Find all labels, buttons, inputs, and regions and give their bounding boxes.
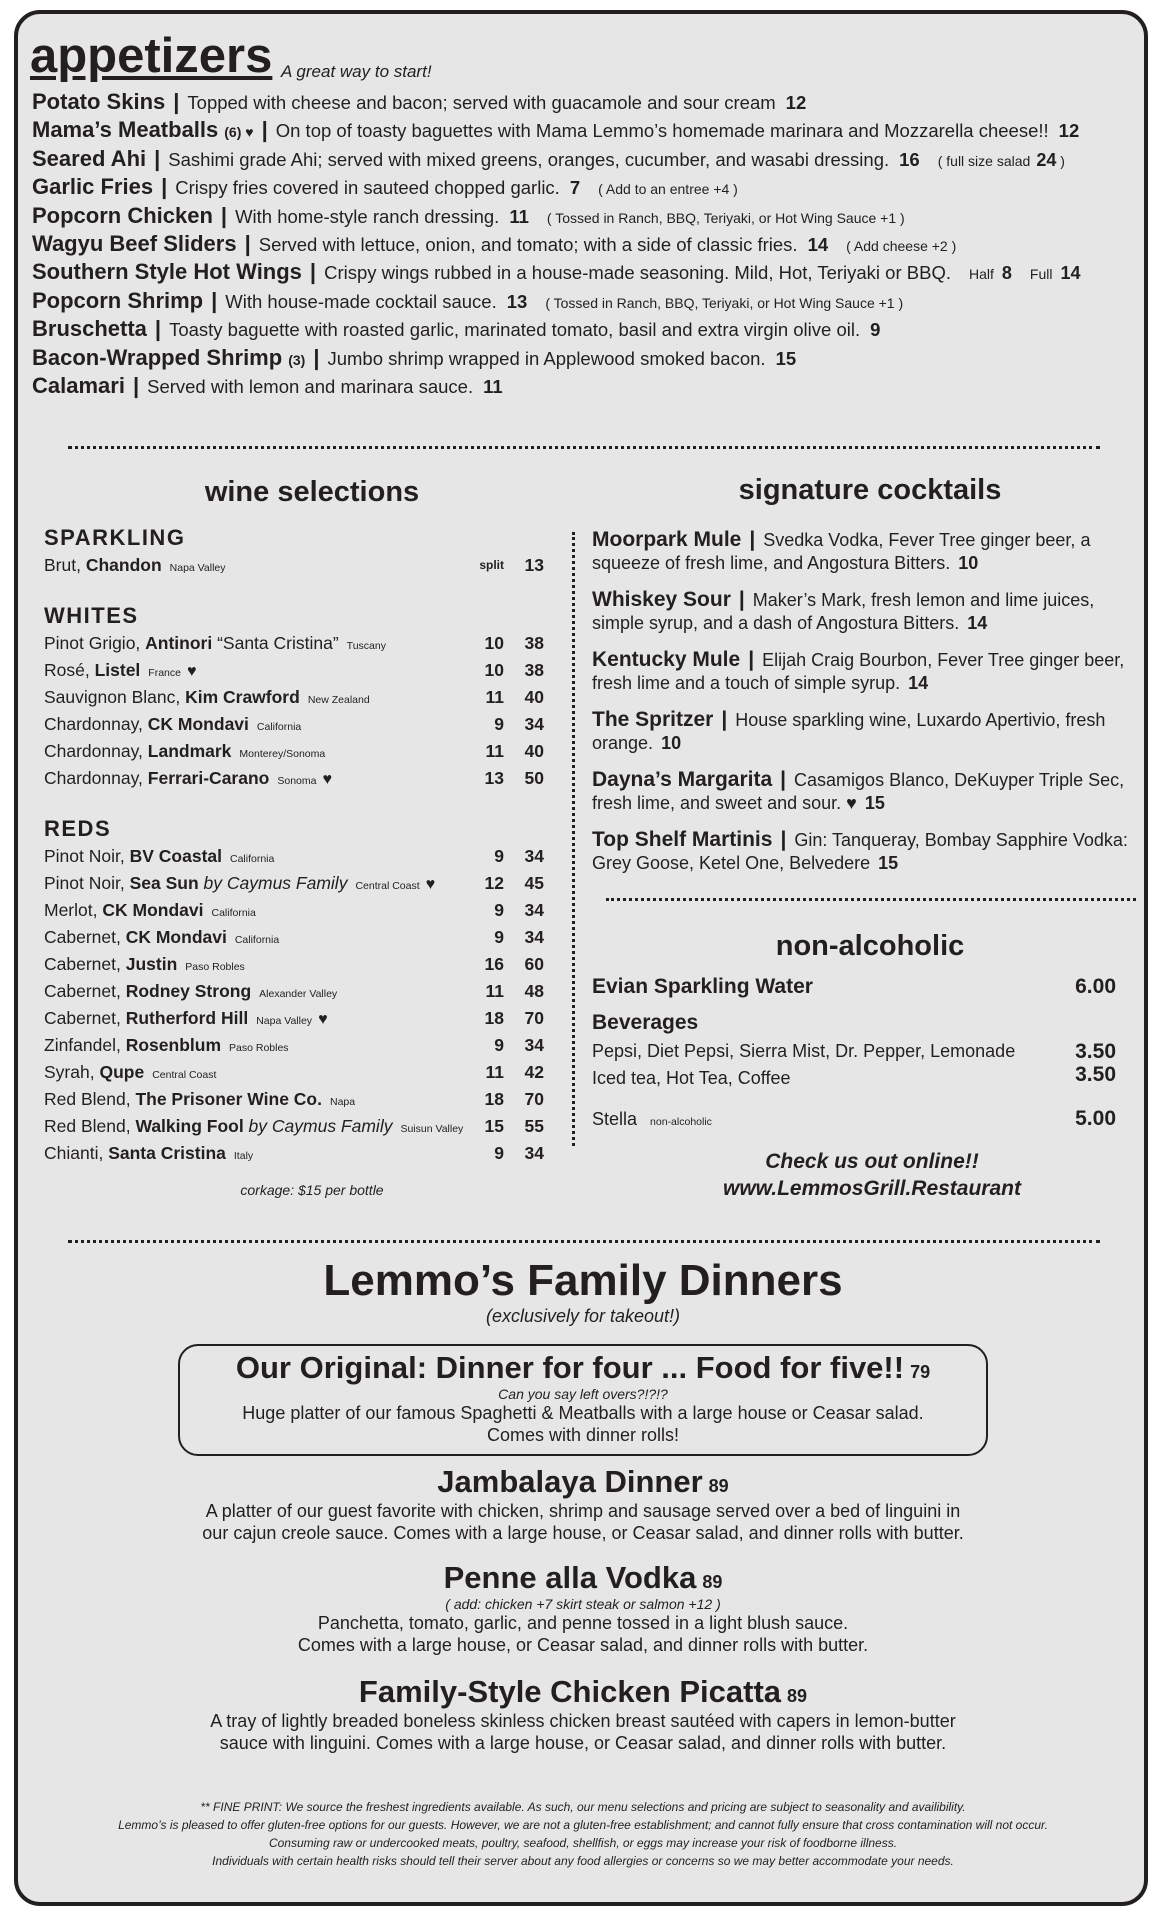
appetizer-desc: With house-made cocktail sauce. [225,290,497,312]
non-alcoholic-list [592,972,1120,1134]
wine-region: Alexander Valley [259,988,338,1000]
separator: | [721,708,728,731]
cocktail-price: 15 [864,793,885,813]
appetizer-list [32,88,1142,400]
penne-line1: Panchetta, tomato, garlic, and penne tossed in a light blush sauce. [317,1613,849,1633]
cocktail-item [592,648,1132,695]
fine-print [0,1798,1166,1870]
online-callout [592,1148,1152,1202]
jambalaya-price: 89 [708,1476,729,1496]
divider-dots [606,898,1136,901]
wine-glass-price: 15 [484,1116,504,1136]
picatta-dinner [0,1674,1166,1754]
wine-row [44,1059,544,1086]
wine-region: Suisun Valley [400,1123,464,1135]
wine-row [44,978,544,1005]
soda-label: Pepsi, Diet Pepsi, Sierra Mist, Dr. Pepper, Lemonade [592,1041,1016,1061]
wine-row [44,1113,544,1140]
wine-producer: Justin [125,954,178,974]
cocktail-desc: Elijah Craig Bourbon, Fever Tree ginger beer, fresh lime and a touch of simple syrup. [592,650,1125,693]
cocktail-price: 10 [661,733,682,753]
wine-bottle-price: 40 [524,687,544,707]
family-dinners-subtitle: (exclusively for takeout!) [485,1306,681,1326]
separator: | [220,202,228,228]
wine-glass-price: 9 [494,714,504,734]
cocktail-name: Moorpark Mule [592,528,742,551]
appetizer-desc: On top of toasty baguettes with Mama Lemmo’s homemade marinara and Mozzarella cheese!! [275,120,1049,142]
appetizer-name: Calamari [32,372,125,398]
cocktail-name: Dayna’s Margarita [592,768,773,791]
wine-region: California [211,907,256,919]
appetizer-item [32,88,1142,116]
wine-variety: Chardonnay, [44,714,148,734]
appetizer-note-price: 24 [1036,149,1057,170]
wine-glass-price: 13 [484,768,504,788]
wine-producer: Landmark [147,741,232,761]
non-alcoholic-title: non-alcoholic [775,930,965,962]
wine-bottle-price: 40 [524,741,544,761]
stella-label: Stella [592,1109,638,1129]
half-label: Half [968,266,994,283]
heart-icon: ♥ [322,771,332,788]
wine-bottle-price: 34 [524,714,544,734]
wine-row [44,711,544,738]
cocktail-name: Top Shelf Martinis [592,828,773,851]
tea-row [592,1065,1120,1092]
wine-variety: Cabernet, [44,954,126,974]
tea-label: Iced tea, Hot Tea, Coffee [592,1068,791,1088]
appetizer-name: Southern Style Hot Wings [32,259,302,285]
wine-bottle-price: 34 [524,1143,544,1163]
wine-variety: Pinot Grigio, [44,633,146,653]
wine-glass-price: 11 [485,981,504,1001]
appetizer-desc: Crispy wings rubbed in a house-made seasoning. Mild, Hot, Teriyaki or BBQ. [324,262,951,284]
original-dinner-line2: Comes with dinner rolls! [486,1425,680,1445]
wine-glass-price: split [479,558,504,572]
appetizer-desc: Served with lettuce, onion, and tomato; with a side of classic fries. [258,233,798,255]
corkage-note: corkage: $15 per bottle [240,1182,384,1198]
wine-producer: Santa Cristina [108,1143,226,1163]
original-dinner-line1: Huge platter of our famous Spaghetti & Meatballs with a large house or Ceasar salad. [242,1403,924,1423]
original-dinner [0,1350,1166,1446]
appetizer-qty: (3) [288,351,306,368]
original-dinner-price: 79 [910,1362,931,1382]
column-divider [572,532,575,1146]
jambalaya-title: Jambalaya Dinner [437,1464,703,1499]
wine-bottle-price: 13 [524,555,544,575]
online-url[interactable]: www.LemmosGrill.Restaurant [723,1177,1021,1200]
appetizer-name: Popcorn Shrimp [32,287,204,313]
wine-row [44,738,544,765]
appetizer-item [32,202,1142,230]
appetizer-item [32,344,1142,372]
jambalaya-line1: A platter of our guest favorite with chicken, shrimp and sausage served over a bed of linguini in [205,1501,961,1521]
stella-row [592,1104,1120,1134]
wine-producer: Qupe [99,1062,145,1082]
wine-glass-price: 12 [484,873,504,893]
wine-glass-price: 11 [485,1062,504,1082]
wine-variety: Rosé, [44,660,95,680]
wine-producer: Chandon [85,555,162,575]
appetizer-price: 11 [509,205,529,227]
appetizer-desc: Topped with cheese and bacon; served with guacamole and sour cream [187,92,776,113]
wine-producer: Rutherford Hill [125,1008,249,1028]
wine-row [44,765,544,792]
appetizer-desc: Crispy fries covered in sauteed chopped garlic. [175,177,560,199]
wine-by: by Caymus Family [243,1116,393,1136]
wine-region: Central Coast [355,880,420,892]
appetizer-price: 11 [483,375,503,397]
wine-bottle-price: 70 [524,1089,544,1109]
separator: | [244,230,251,256]
wine-variety: Syrah, [44,1062,100,1082]
appetizer-price: 12 [1058,120,1080,142]
penne-addons: ( add: chicken +7 skirt steak or salmon +12 ) [445,1596,721,1612]
wine-variety: Chardonnay, [44,768,148,788]
wine-bottle-price: 70 [524,1008,544,1028]
appetizer-price: 14 [807,233,829,255]
original-dinner-title: Our Original: Dinner for four ... Food for five!! [235,1350,905,1385]
wine-region: Italy [233,1150,254,1162]
appetizer-note [846,238,956,254]
wine-title: wine selections [204,476,420,508]
cocktail-desc: Gin: Tanqueray, Bombay Sapphire Vodka: Grey Goose, Ketel One, Belvedere [592,830,1128,873]
wine-bottle-price: 38 [524,660,544,680]
appetizer-name: Popcorn Chicken [32,202,213,228]
wine-bottle-price: 50 [524,768,544,788]
wine-row [44,843,544,870]
appetizer-price: 7 [569,177,581,199]
wine-region: Tuscany [346,640,386,652]
cocktail-price: 14 [967,613,988,633]
wine-producer: Walking Fool [135,1116,244,1136]
separator: | [749,528,756,551]
wine-row [44,1140,544,1167]
wine-glass-price: 10 [484,633,504,653]
wine-bottle-price: 38 [524,633,544,653]
wine-variety: Cabernet, [44,981,126,1001]
wine-glass-price: 18 [484,1089,504,1109]
fine-print-line: Consuming raw or undercooked meats, poultry, seafood, shellfish, or eggs may increase your risk of foodborne illness. [268,1836,898,1850]
separator: | [738,588,745,611]
appetizer-desc: Sashimi grade Ahi; served with mixed greens, oranges, cucumber, and wasabi dressing. [168,148,890,170]
wine-glass-price: 16 [484,954,504,974]
wine-producer: Ferrari-Carano [147,768,270,788]
wine-variety: Red Blend, [44,1116,136,1136]
picatta-line1: A tray of lightly breaded boneless skinless chicken breast sautéed with capers in lemon-butter [210,1711,956,1731]
wine-region: Sonoma [277,775,317,787]
wine-row [44,630,544,657]
heart-icon: ♥ [318,1011,328,1028]
evian-row [592,972,1120,1002]
appetizer-item [32,258,1142,286]
appetizer-price: 12 [785,92,807,113]
wine-glass-price: 11 [485,687,504,707]
separator: | [309,259,317,285]
appetizer-price: 16 [899,148,920,170]
appetizer-note [547,210,905,226]
fine-print-line: ** FINE PRINT: We source the freshest ingredients available. As such, our menu selections and pricing are subject to seasonality and availibility. [200,1800,966,1814]
wine-glass-price: 9 [494,846,504,866]
wine-variety: Sauvignon Blanc, [44,687,186,707]
wine-region: Monterey/Sonoma [239,748,326,760]
separator: | [154,145,161,171]
heart-icon: ♥ [186,663,197,680]
wine-variety: Pinot Noir, [44,873,130,893]
wine-region: New Zealand [307,694,370,706]
wine-region: California [230,853,275,865]
wine-variety: Brut, [44,555,86,575]
appetizer-price: 9 [870,319,881,341]
appetizer-desc: With home-style ranch dressing. [235,205,500,227]
appetizer-desc: Jumbo shrimp wrapped in Applewood smoked bacon. [327,347,766,369]
cocktail-price: 10 [958,553,979,573]
appetizer-name: Bacon-Wrapped Shrimp [32,344,283,370]
wine-bottle-price: 34 [524,846,544,866]
penne-dinner [0,1560,1166,1656]
divider-dots [68,1240,1100,1243]
whites-heading: WHITES [44,603,139,628]
soda-row [592,1038,1120,1065]
wine-producer: Kim Crawford [185,687,300,707]
appetizer-note-text: ( Tossed in Ranch, BBQ, Teriyaki, or Hot Wing Sauce +1 ) [546,209,905,226]
appetizer-note-text: ( Add to an entree +4 ) [598,181,738,198]
wine-row [44,924,544,951]
separator: | [211,287,218,313]
soda-price: 3.50 [1075,1040,1116,1063]
wine-row [44,657,544,684]
cocktails-title: signature cocktails [738,474,1002,506]
wine-variety: Cabernet, [44,1008,126,1028]
wine-region: Paso Robles [229,1042,289,1054]
wine-producer: CK Mondavi [102,900,204,920]
appetizer-price: 13 [506,290,528,312]
wine-bottle-price: 48 [524,981,544,1001]
appetizer-name: Wagyu Beef Sliders [32,230,237,256]
family-dinners-title: Lemmo’s Family Dinners [323,1256,843,1305]
reds-heading: REDS [44,816,112,841]
penne-title: Penne alla Vodka [443,1560,697,1595]
cocktail-desc: Casamigos Blanco, DeKuyper Triple Sec, fresh lime, and sweet and sour. ♥ [592,770,1125,813]
appetizer-item [32,116,1142,144]
evian-label: Evian Sparkling Water [592,975,813,998]
wine-glass-price: 9 [494,927,504,947]
wine-producer: Rodney Strong [125,981,252,1001]
cocktail-item [592,828,1132,875]
appetizer-name: Seared Ahi [32,145,147,171]
cocktail-desc: House sparkling wine, Luxardo Apertivio, fresh orange. [592,710,1106,753]
wine-variety: Chianti, [44,1143,109,1163]
appetizer-note-text: ( Tossed in Ranch, BBQ, Teriyaki, or Hot Wing Sauce +1 ) [545,294,904,311]
wine-region: Napa [330,1096,356,1108]
wine-variety: Pinot Noir, [44,846,130,866]
wine-glass-price: 9 [494,900,504,920]
appetizer-note-text: ( Add cheese +2 ) [846,237,957,254]
stella-price: 5.00 [1075,1107,1116,1130]
fine-print-line: Lemmo’s is pleased to offer gluten-free options for our guests. However, we are not a gluten-free establishment; and cannot fully ensure that cross contamination will not occur. [118,1818,1048,1832]
appetizer-item [32,173,1142,201]
fine-print-line: Individuals with certain health risks should tell their server about any food allergies or concerns so we may better accommodate your needs. [212,1854,954,1868]
wine-producer: Sea Sun [129,873,199,893]
separator: | [132,372,140,398]
appetizer-item [32,230,1142,258]
wine-producer: CK Mondavi [125,927,227,947]
wine-producer: Antinori [145,633,213,653]
wine-producer: BV Coastal [129,846,222,866]
wine-glass-price: 18 [484,1008,504,1028]
full-price: 14 [1060,263,1081,284]
picatta-line2: sauce with linguini. Comes with a large house, or Ceasar salad, and dinner rolls with butter. [219,1733,947,1753]
wine-region: California [234,934,280,946]
wine-row [44,684,544,711]
cocktail-name: The Spritzer [592,708,714,731]
wine-producer: The Prisoner Wine Co. [135,1089,322,1109]
beverages-heading: Beverages [592,1011,699,1034]
separator: | [261,117,268,143]
appetizer-qty: (6) ♥ [224,124,254,141]
wine-row [44,1032,544,1059]
wine-variety: Zinfandel, [44,1035,126,1055]
wine-list [44,524,544,1167]
full-label: Full [1029,266,1053,283]
stella-note: non-alcoholic [650,1116,712,1128]
wine-glass-price: 9 [494,1035,504,1055]
appetizers-title: appetizers [30,29,273,83]
wine-row [44,552,544,579]
wine-extra: “Santa Cristina” [212,633,339,653]
cocktail-item [592,528,1132,575]
wine-producer: Listel [94,660,141,680]
wine-variety: Chardonnay, [44,741,148,761]
wine-bottle-price: 45 [524,873,544,893]
appetizer-desc: Toasty baguette with roasted garlic, marinated tomato, basil and extra virgin olive oil. [169,319,861,341]
wine-region: Central Coast [152,1069,217,1081]
separator: | [748,648,755,671]
separator: | [780,768,787,791]
cocktail-name: Whiskey Sour [592,588,731,611]
appetizer-name: Mama’s Meatballs [32,117,219,143]
wine-bottle-price: 60 [524,954,544,974]
appetizer-item [32,145,1142,173]
cocktail-list [592,528,1132,888]
appetizer-note-text: ( full size salad [937,152,1031,169]
evian-price: 6.00 [1075,975,1116,998]
online-line1: Check us out online!! [765,1150,979,1173]
separator: | [313,344,320,370]
half-price: 8 [1001,263,1012,284]
appetizer-note [598,181,738,197]
wine-producer: CK Mondavi [147,714,249,734]
cocktail-item [592,588,1132,635]
cocktail-name: Kentucky Mule [592,648,741,671]
wine-bottle-price: 42 [524,1062,544,1082]
wine-row [44,951,544,978]
wine-bottle-price: 34 [524,900,544,920]
wine-region: France [148,667,181,679]
tea-price: 3.50 [1075,1063,1116,1086]
cocktail-price: 15 [878,853,899,873]
wine-region: California [256,721,302,733]
wine-region: Napa Valley [169,562,226,574]
wine-variety: Merlot, [44,900,103,920]
appetizer-price: 15 [775,347,797,369]
picatta-title: Family-Style Chicken Picatta [358,1674,782,1709]
appetizer-note [545,295,903,311]
divider-dots [68,446,1100,449]
jambalaya-line2: our cajun creole sauce. Comes with a large house, or Ceasar salad, and dinner rolls with butter. [202,1523,964,1543]
penne-price: 89 [702,1572,723,1592]
wine-row [44,1086,544,1113]
wine-variety: Red Blend, [44,1089,136,1109]
original-dinner-tagline: Can you say left overs?!?!? [498,1386,668,1402]
appetizer-item [32,372,1142,400]
appetizer-note [937,149,1065,170]
separator: | [173,89,180,114]
appetizer-item [32,287,1142,315]
separator: | [161,174,168,200]
wine-glass-price: 11 [485,741,504,761]
wine-row [44,870,544,897]
wine-bottle-price: 34 [524,927,544,947]
appetizer-note-end: ) [1056,152,1065,169]
wine-by: by Caymus Family [198,873,348,893]
penne-line2: Comes with a large house, or Ceasar salad, and dinner rolls with butter. [297,1635,869,1655]
appetizer-desc: Served with lemon and marinara sauce. [147,375,474,397]
wine-region: Paso Robles [185,961,245,973]
cocktail-item [592,768,1132,815]
appetizer-name: Potato Skins [32,89,166,114]
wine-region: Napa Valley [256,1015,313,1027]
appetizer-name: Garlic Fries [32,174,154,200]
heart-icon: ♥ [425,876,436,893]
cocktail-item [592,708,1132,755]
wine-bottle-price: 34 [524,1035,544,1055]
sparkling-heading: SPARKLING [44,525,186,550]
appetizer-size-prices [968,263,1081,284]
wine-row [44,1005,544,1032]
appetizer-item [32,315,1142,343]
cocktail-desc: Maker’s Mark, fresh lemon and lime juices, simple syrup, and a dash of Angostura Bitters. [592,590,1095,633]
appetizer-name: Bruschetta [32,316,147,342]
wine-producer: Rosenblum [125,1035,222,1055]
separator: | [780,828,787,851]
wine-row [44,897,544,924]
cocktail-desc: Svedka Vodka, Fever Tree ginger beer, a squeeze of fresh lime, and Angostura Bitters. [592,530,1091,573]
picatta-price: 89 [787,1686,808,1706]
cocktail-price: 14 [908,673,929,693]
wine-glass-price: 9 [494,1143,504,1163]
separator: | [154,316,162,342]
jambalaya-dinner [0,1464,1166,1544]
wine-variety: Cabernet, [44,927,126,947]
wine-glass-price: 10 [484,660,504,680]
appetizers-subtitle: A great way to start! [281,62,432,81]
wine-bottle-price: 55 [524,1116,544,1136]
